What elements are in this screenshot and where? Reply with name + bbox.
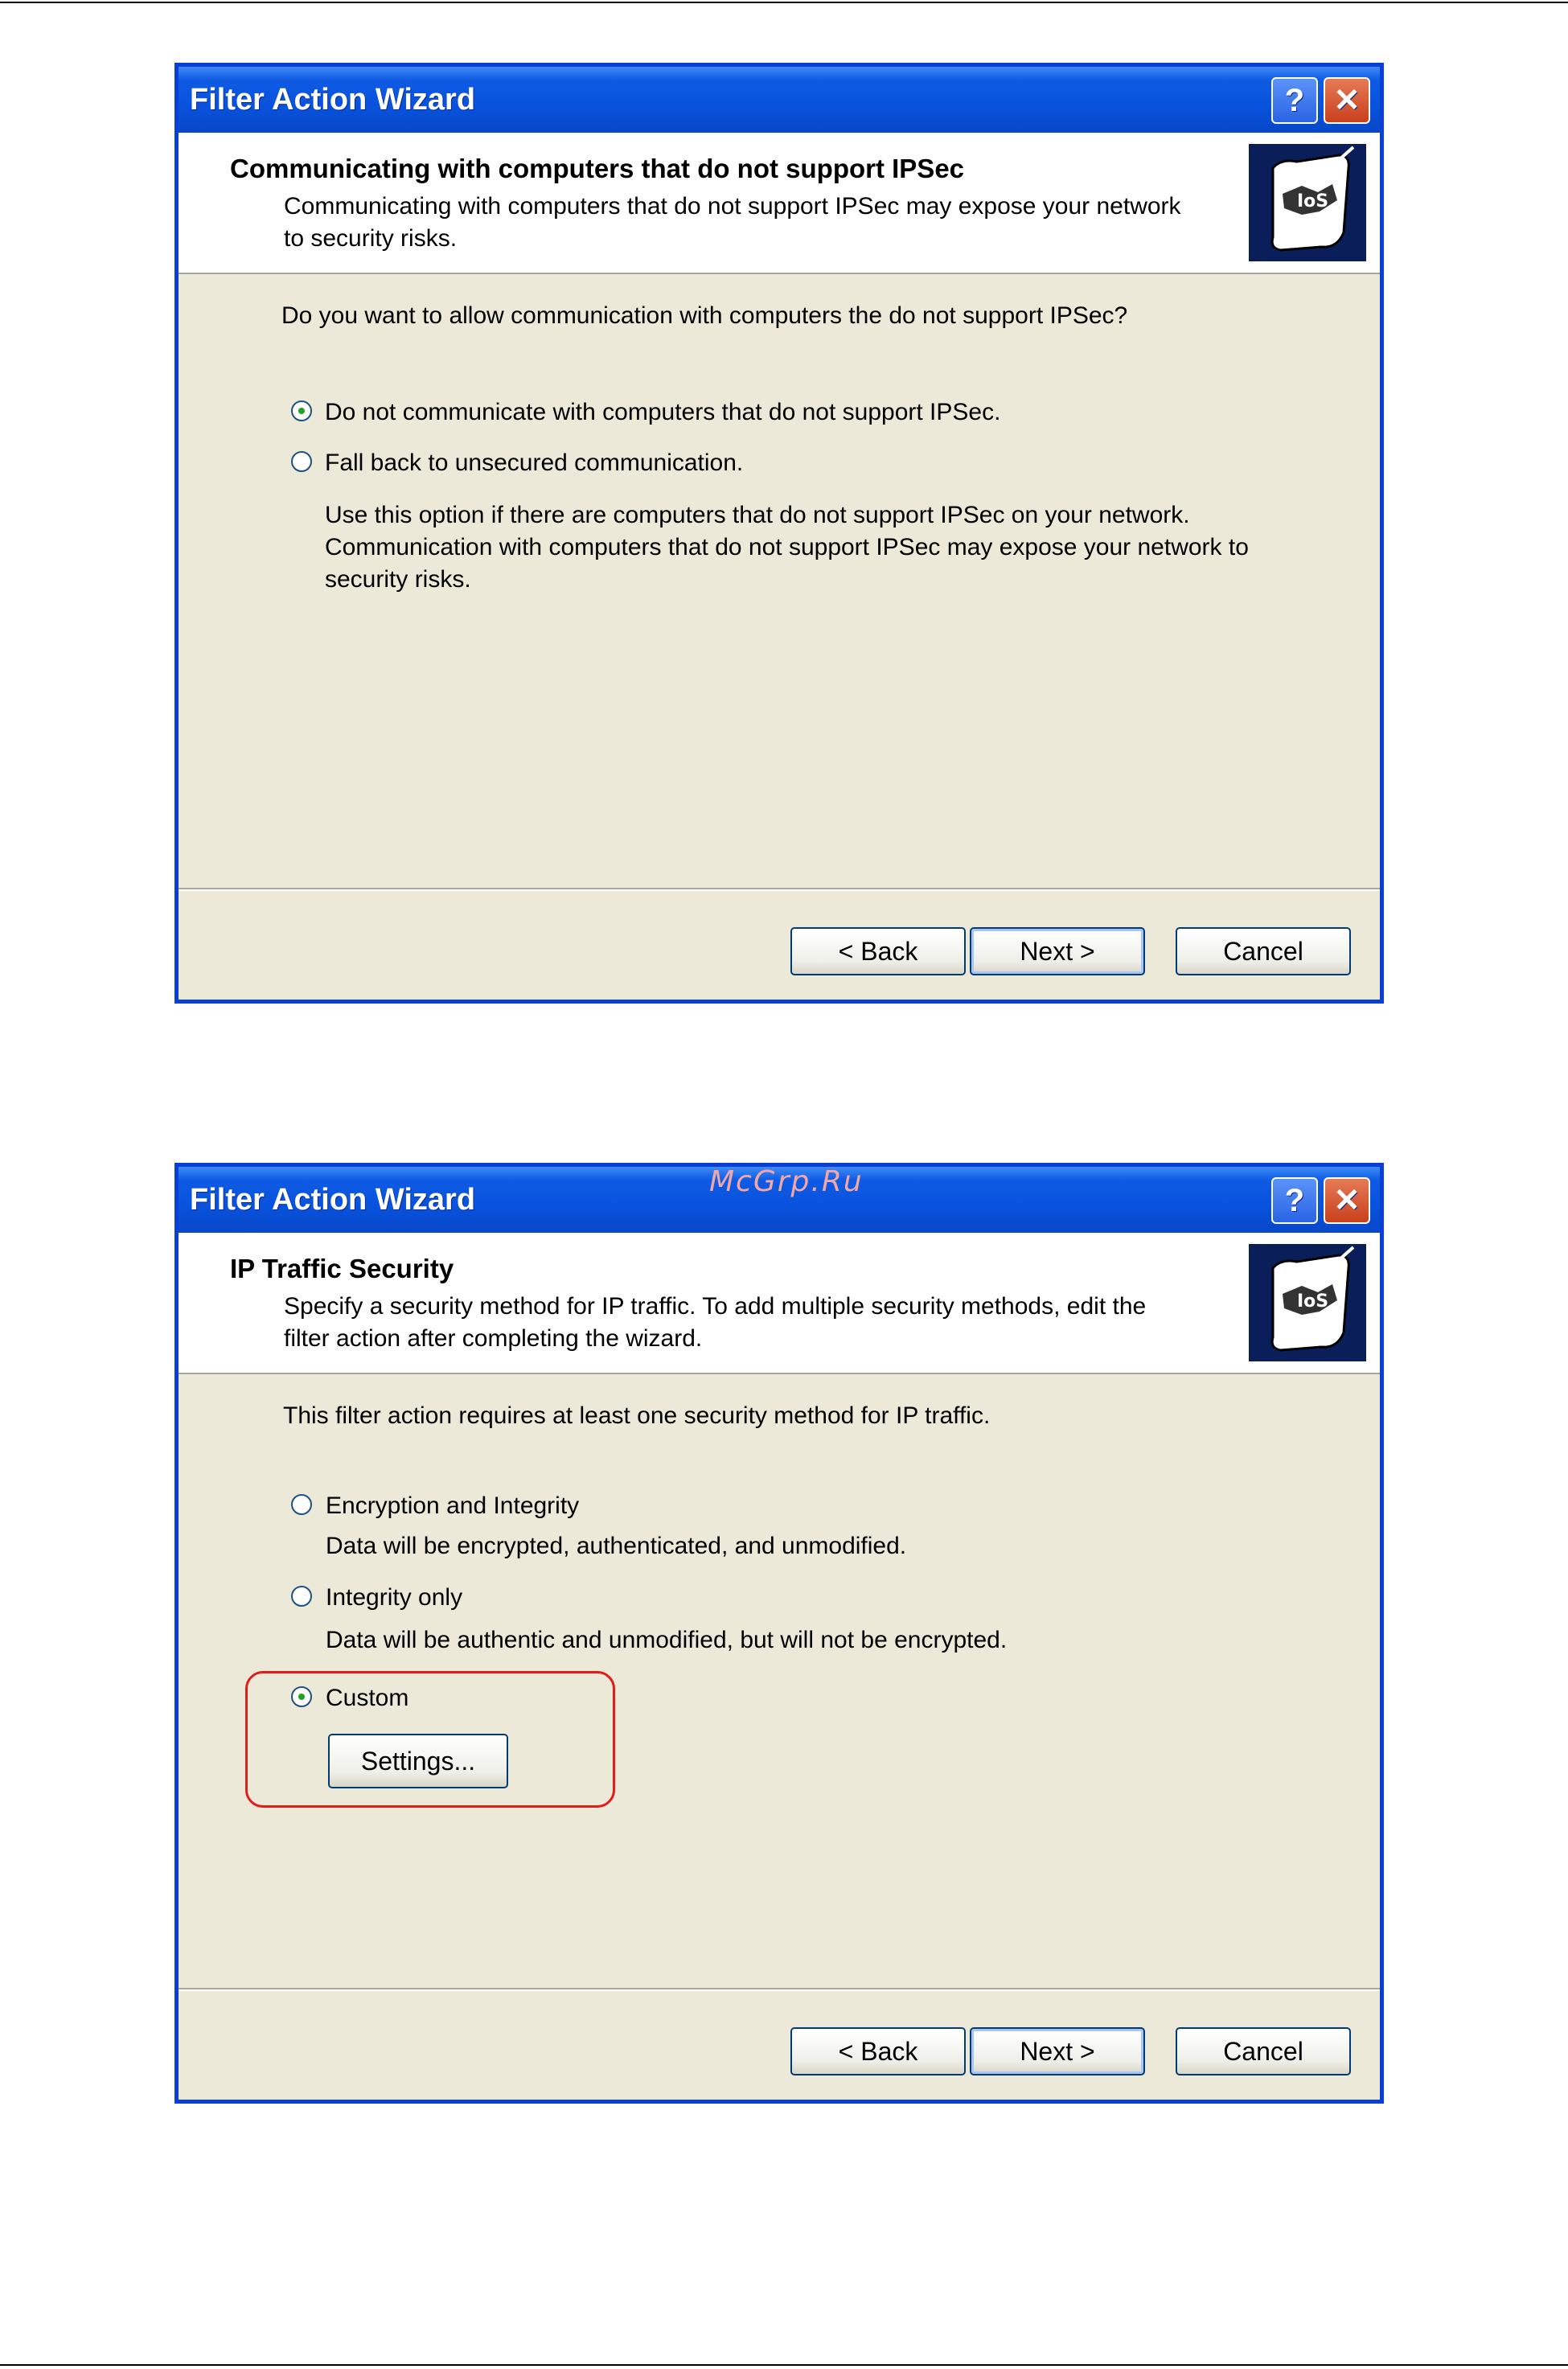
settings-button[interactable]: Settings... — [328, 1734, 508, 1788]
help-button[interactable]: ? — [1271, 77, 1318, 124]
window-title: Filter Action Wizard — [190, 1183, 476, 1217]
button-separator — [179, 888, 1380, 891]
radio-custom[interactable] — [291, 1686, 312, 1707]
header-subtitle: Specify a security method for IP traffic. To add multiple security methods, edit the filter action after completing the wizard. — [284, 1293, 1147, 1352]
filter-action-wizard-dialog-2 — [174, 1163, 1384, 2104]
radio-integrity-only[interactable] — [291, 1586, 312, 1607]
cancel-button[interactable]: Cancel — [1176, 927, 1351, 975]
window-title: Filter Action Wizard — [190, 83, 476, 117]
filter-action-wizard-dialog-1 — [174, 63, 1384, 1004]
next-button[interactable]: Next > — [970, 2027, 1145, 2075]
option-custom-label[interactable]: Custom — [326, 1685, 409, 1711]
radio-do-not-communicate[interactable] — [291, 400, 312, 421]
scroll-handshake-icon — [1249, 144, 1366, 261]
header-subtitle: Communicating with computers that do not support IPSec may expose your network to security risks. — [284, 193, 1181, 252]
option-encryption-integrity-description: Data will be encrypted, authenticated, and unmodified. — [326, 1533, 907, 1559]
option-do-not-communicate-label[interactable]: Do not communicate with computers that do not support IPSec. — [325, 399, 1001, 425]
bottom-rule — [0, 2364, 1568, 2366]
help-button[interactable]: ? — [1271, 1177, 1318, 1224]
close-button[interactable]: ✕ — [1324, 1177, 1370, 1224]
close-button[interactable]: ✕ — [1324, 77, 1370, 124]
button-separator — [179, 1988, 1380, 1991]
fall-back-description: Use this option if there are computers that do not support IPSec on your network. Communication with computers that do not support IPSec may expose your network to security risks. — [325, 502, 1249, 593]
header-title: IP Traffic Security — [230, 1254, 454, 1283]
title-bar[interactable] — [179, 67, 1380, 133]
question-text: Do you want to allow communication with computers the do not support IPSec? — [281, 302, 1128, 329]
back-button[interactable]: < Back — [790, 927, 966, 975]
next-button[interactable]: Next > — [970, 927, 1145, 975]
wizard-header — [179, 1233, 1380, 1374]
back-button[interactable]: < Back — [790, 2027, 966, 2075]
wizard-header — [179, 133, 1380, 274]
scroll-handshake-icon — [1249, 1244, 1366, 1361]
option-encryption-integrity-label[interactable]: Encryption and Integrity — [326, 1492, 580, 1519]
radio-encryption-integrity[interactable] — [291, 1494, 312, 1515]
option-fall-back-label[interactable]: Fall back to unsecured communication. — [325, 450, 744, 476]
intro-text: This filter action requires at least one security method for IP traffic. — [283, 1402, 991, 1429]
option-integrity-only-label[interactable]: Integrity only — [326, 1584, 463, 1611]
header-title: Communicating with computers that do not support IPSec — [230, 154, 965, 183]
option-integrity-only-description: Data will be authentic and unmodified, but will not be encrypted. — [326, 1627, 1008, 1653]
svg-text:IoS: IoS — [1297, 191, 1329, 211]
watermark-text: McGrp.Ru — [709, 1165, 864, 1198]
top-rule — [0, 2, 1568, 3]
cancel-button[interactable]: Cancel — [1176, 2027, 1351, 2075]
radio-fall-back[interactable] — [291, 451, 312, 472]
svg-text:IoS: IoS — [1297, 1291, 1329, 1312]
